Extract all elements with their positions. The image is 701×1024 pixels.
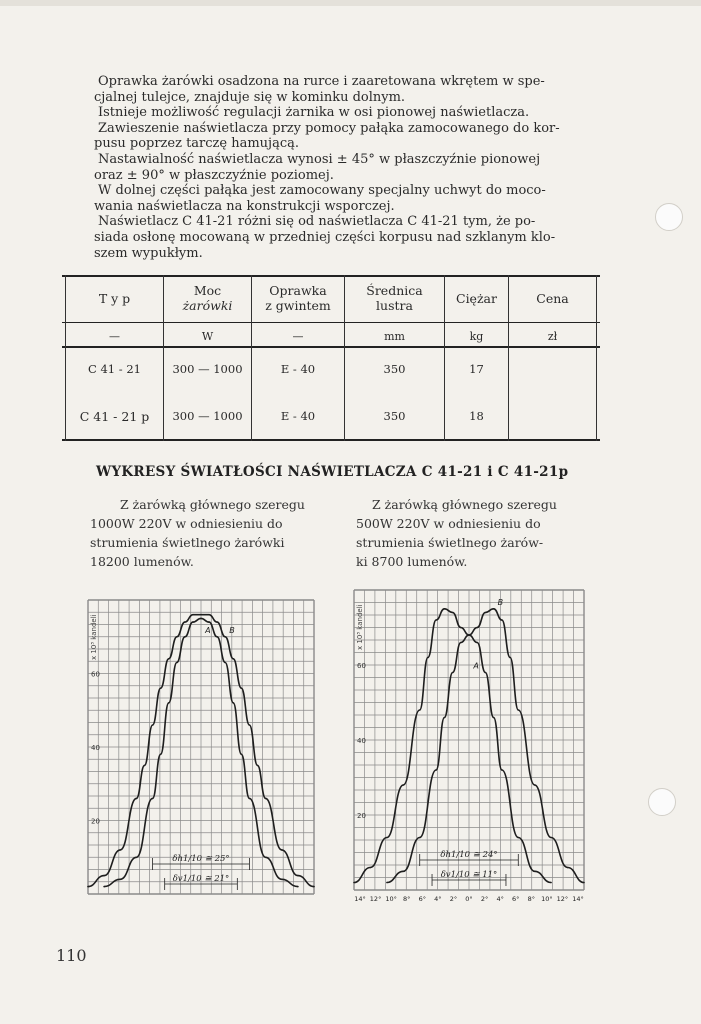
annotation-label: δh1/10 ≅ 24° (440, 850, 498, 860)
data-point-A (103, 886, 105, 888)
unit-cell: W (201, 330, 214, 343)
data-point-A (192, 621, 194, 623)
data-point-A (168, 702, 170, 704)
data-point-B (265, 798, 267, 800)
data-point-A (216, 636, 218, 638)
x-tick-label: 6° (512, 895, 520, 903)
table-cell: 350 (383, 362, 406, 376)
page-top-edge (0, 0, 701, 6)
data-point-B (435, 619, 437, 621)
x-tick-label: 10° (541, 895, 553, 903)
data-point-B (144, 765, 146, 767)
x-tick-label: 8° (527, 895, 535, 903)
caption-right (356, 495, 591, 571)
y-axis-label: x 10³ kandeli (356, 604, 364, 650)
data-point-B (136, 798, 138, 800)
data-point-B (476, 627, 478, 629)
data-point-A (233, 702, 235, 704)
y-tick-label: 60 (91, 670, 100, 679)
data-point-A (297, 886, 299, 888)
caption-line: 500W 220V w odniesieniu do (356, 516, 541, 531)
data-point-A (136, 857, 138, 859)
caption-line: 1000W 220V w odniesieniu do (90, 516, 283, 531)
x-tick-label: 0° (465, 895, 473, 903)
data-point-A (224, 662, 226, 664)
x-tick-label: 12° (556, 895, 569, 903)
x-tick-label: 12° (369, 895, 382, 903)
body-text (94, 74, 598, 261)
data-point-A (281, 879, 283, 881)
y-tick-label: 40 (357, 737, 366, 745)
table-cell: C 41 - 21 (88, 362, 141, 376)
body-line: Istnieje możliwość regulacji żarnika w osi pionowej naświetlacza. (98, 105, 530, 121)
data-point-B (200, 614, 202, 616)
table-col-rule (596, 275, 597, 441)
data-point-B (444, 608, 446, 610)
data-point-A (452, 672, 454, 674)
table-cell: 17 (469, 362, 484, 376)
header-line: Średnica (366, 283, 423, 298)
header-line: T y p (98, 291, 131, 306)
data-point-B (281, 849, 283, 851)
data-point-B (184, 621, 186, 623)
table-cell: C 41 - 21 p (79, 409, 150, 424)
data-point-B (241, 687, 243, 689)
x-tick-label: 14° (354, 895, 366, 903)
data-point-B (353, 882, 355, 884)
data-point-B (160, 687, 162, 689)
data-point-A (518, 837, 520, 839)
data-point-A (265, 857, 267, 859)
series-label-A: A (205, 625, 211, 635)
body-line: W dolnej części pałąka jest zamocowany specjalny uchwyt do moco- (98, 183, 546, 199)
data-point-B (216, 621, 218, 623)
header-power (164, 283, 251, 313)
data-point-A (120, 879, 122, 881)
data-point-B (485, 612, 487, 614)
data-point-B (419, 709, 421, 711)
x-tick-label: 8° (403, 895, 411, 903)
data-point-B (460, 627, 462, 629)
x-tick-label: 2° (449, 895, 458, 903)
caption-line: strumienia świetlnego żarówki (90, 535, 285, 550)
x-tick-label: 4° (434, 895, 442, 903)
table-rule (62, 439, 600, 441)
y-axis-label: x 10³ kandeli (90, 614, 98, 660)
spec-table (62, 275, 600, 441)
data-point-A (249, 798, 251, 800)
chart-left-svg (74, 594, 320, 910)
x-tick-label: 4° (496, 895, 504, 903)
unit-cell: kg (469, 330, 484, 343)
data-point-B (103, 875, 105, 877)
data-point-B (208, 614, 210, 616)
header-line: Ciężar (456, 291, 497, 306)
data-point-B (224, 636, 226, 638)
data-point-B (297, 875, 299, 877)
y-tick-label: 20 (91, 817, 100, 826)
table-cell: 350 (383, 409, 406, 423)
data-point-B (509, 657, 511, 659)
table-cell: E - 40 (280, 409, 316, 423)
data-point-B (120, 849, 122, 851)
table-cell: 300 — 1000 (172, 362, 243, 376)
body-line: Nastawialność naświetlacza wynosi ± 45° w płaszczyźnie pionowej (98, 151, 541, 167)
chart-right (340, 582, 590, 922)
caption-line: Z żarówką głównego szeregu (372, 497, 557, 512)
chart-left (74, 594, 320, 910)
header-diameter (345, 283, 444, 313)
data-point-B (567, 867, 569, 869)
data-point-B (176, 636, 178, 638)
caption-left (90, 495, 325, 571)
data-point-A (386, 882, 388, 884)
data-point-B (452, 612, 454, 614)
header-line: lustra (376, 298, 413, 313)
annotation-label: δv1/10 ≅ 21° (172, 874, 230, 884)
data-point-A (501, 769, 503, 771)
data-point-A (493, 717, 495, 719)
caption-line: ki 8700 lumenów. (356, 554, 468, 569)
data-point-A (200, 618, 202, 620)
data-point-A (476, 642, 478, 644)
table-cell: 18 (469, 409, 484, 423)
data-point-A (485, 672, 487, 674)
section-title: WYKRESY ŚWIATŁOŚCI NAŚWIETLACZA C 41-21 i C 41-21p (96, 464, 569, 480)
data-point-A (444, 717, 446, 719)
y-tick-label: 40 (91, 744, 100, 752)
page-number: 110 (56, 946, 87, 965)
data-point-A (152, 798, 154, 800)
data-point-B (534, 784, 536, 786)
body-line: oraz ± 90° w płaszczyźnie poziomej. (94, 167, 334, 183)
body-line: Naświetlacz C 41-21 różni się od naświetlacza C 41-21 tym, że po- (98, 214, 536, 230)
body-line: wania naświetlacza na konstrukcji wsporczej. (94, 198, 395, 214)
data-point-A (403, 871, 405, 873)
unit-cell: — (292, 330, 304, 343)
x-tick-label: 14° (572, 895, 584, 903)
body-line: pusu poprzez tarczę hamującą. (94, 136, 299, 152)
data-point-A (184, 636, 186, 638)
data-point-B (87, 886, 89, 888)
y-tick-label: 60 (357, 662, 366, 670)
body-line: Zawieszenie naświetlacza przy pomocy pałąka zamocowanego do kor- (98, 120, 560, 136)
data-point-A (419, 837, 421, 839)
data-point-B (192, 614, 194, 616)
x-tick-label: 2° (480, 895, 489, 903)
caption-line: strumienia świetlnego żarów- (356, 535, 544, 550)
unit-cell: mm (384, 330, 405, 343)
data-point-A (435, 769, 437, 771)
body-line: szem wypukłym. (94, 245, 203, 261)
data-point-B (501, 619, 503, 621)
table-rule (62, 346, 600, 348)
x-tick-label: 6° (418, 895, 426, 903)
data-point-A (550, 882, 552, 884)
binder-hole-top (655, 203, 683, 231)
header-line: z gwintem (265, 298, 331, 313)
series-label-A: A (473, 661, 479, 671)
data-point-B (403, 784, 405, 786)
header-socket (252, 283, 344, 313)
data-point-A (160, 754, 162, 756)
data-point-B (468, 634, 470, 636)
unit-cell: — (109, 330, 120, 343)
header-type (66, 291, 163, 306)
header-price (509, 291, 596, 306)
header-weight (445, 291, 508, 306)
data-point-B (427, 657, 429, 659)
table-cell: E - 40 (280, 362, 316, 376)
unit-cell: zł (547, 330, 558, 343)
chart-right-svg (340, 582, 590, 922)
header-line: żarówki (182, 298, 233, 313)
data-point-A (460, 642, 462, 644)
data-point-B (233, 658, 235, 660)
header-line: Oprawka (269, 283, 327, 298)
data-point-A (241, 754, 243, 756)
x-tick-label: 10° (385, 895, 397, 903)
caption-line: 18200 lumenów. (90, 554, 194, 569)
annotation-label: δh1/10 ≅ 25° (172, 854, 230, 864)
data-point-B (370, 867, 372, 869)
data-point-B (386, 837, 388, 839)
header-line: Cena (536, 291, 569, 306)
annotation-label: δv1/10 ≅ 11° (440, 870, 498, 880)
body-line: Oprawka żarówki osadzona na rurce i zaaretowana wkrętem w spe- (98, 74, 545, 89)
table-rule (62, 322, 600, 323)
table-cell: 300 — 1000 (172, 409, 243, 423)
data-point-B (518, 709, 520, 711)
data-point-B (257, 765, 259, 767)
data-point-B (152, 724, 154, 726)
caption-line: Z żarówką głównego szeregu (120, 497, 305, 512)
body-line: cjalnej tulejce, znajduje się w kominku dolnym. (94, 89, 406, 105)
table-rule (62, 275, 600, 277)
data-point-B (550, 837, 552, 839)
data-point-A (208, 621, 210, 623)
header-line: Moc (193, 283, 222, 298)
data-point-B (313, 886, 315, 888)
data-point-B (493, 608, 495, 610)
series-label-B: B (229, 625, 235, 635)
binder-hole-bottom (648, 788, 676, 816)
y-tick-label: 20 (357, 812, 366, 820)
data-point-B (168, 658, 170, 660)
data-point-B (583, 882, 585, 884)
data-point-B (249, 724, 251, 726)
data-point-A (534, 871, 536, 873)
data-point-A (176, 662, 178, 664)
series-label-B: B (497, 597, 504, 607)
body-line: siada osłonę mocowaną w przedniej części korpusu nad szklanym klo- (94, 229, 556, 245)
